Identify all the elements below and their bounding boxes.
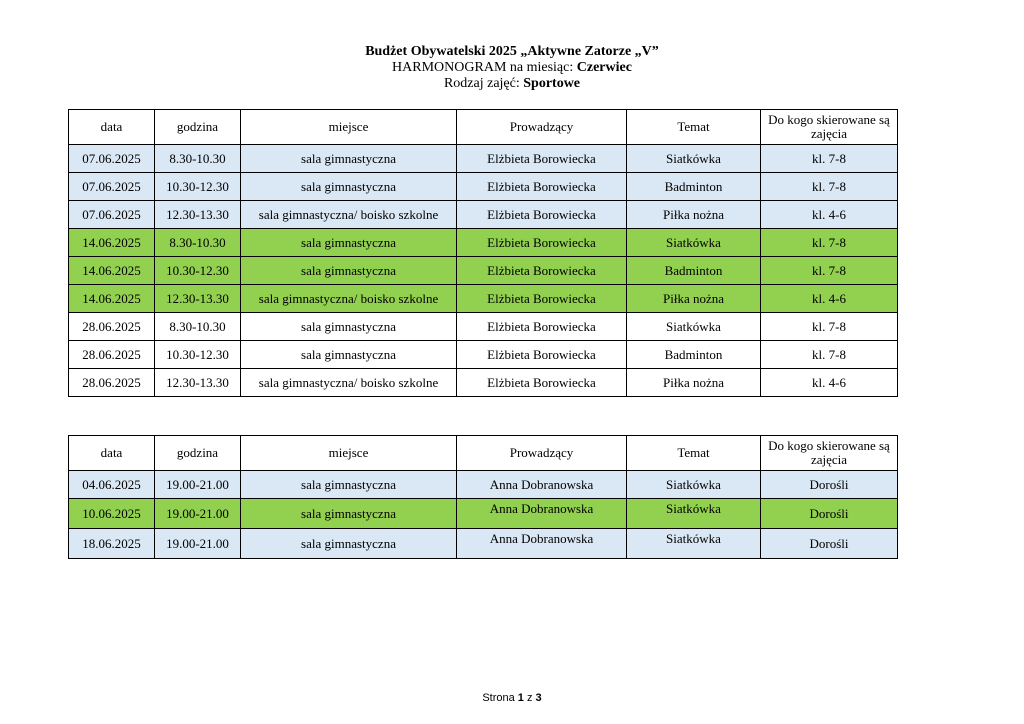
cell-do-kogo: kl. 4-6	[761, 369, 898, 397]
schedule-month-label: HARMONOGRAM na miesiąc:	[392, 60, 577, 75]
cell-prowadzacy: Elżbieta Borowiecka	[457, 341, 627, 369]
cell-godzina: 12.30-13.30	[155, 201, 241, 229]
activity-type-line	[0, 76, 1024, 92]
column-header-miejsce: miejsce	[241, 436, 457, 471]
activity-type-label: Rodzaj zajęć:	[443, 76, 524, 91]
cell-temat: Badminton	[627, 173, 761, 201]
cell-prowadzacy: Elżbieta Borowiecka	[457, 145, 627, 173]
activity-type-value: Sportowe	[523, 76, 581, 91]
footer-page-label: Strona	[482, 692, 518, 704]
column-header-do-kogo: Do kogo skierowane są zajęcia	[761, 436, 898, 471]
cell-do-kogo: Dorośli	[761, 471, 898, 499]
cell-prowadzacy: Elżbieta Borowiecka	[457, 285, 627, 313]
cell-miejsce: sala gimnastyczna	[241, 471, 457, 499]
column-header-do-kogo: Do kogo skierowane są zajęcia	[761, 110, 898, 145]
cell-miejsce: sala gimnastyczna/ boisko szkolne	[241, 285, 457, 313]
cell-data: 28.06.2025	[69, 313, 155, 341]
cell-godzina: 19.00-21.00	[155, 529, 241, 559]
table-row	[69, 499, 898, 529]
cell-do-kogo: kl. 7-8	[761, 145, 898, 173]
cell-miejsce: sala gimnastyczna	[241, 341, 457, 369]
cell-temat: Siatkówka	[627, 499, 761, 529]
table-row	[69, 313, 898, 341]
cell-prowadzacy: Anna Dobranowska	[457, 471, 627, 499]
cell-do-kogo: kl. 7-8	[761, 257, 898, 285]
cell-temat: Siatkówka	[627, 229, 761, 257]
cell-miejsce: sala gimnastyczna/ boisko szkolne	[241, 201, 457, 229]
cell-miejsce: sala gimnastyczna	[241, 529, 457, 559]
cell-godzina: 10.30-12.30	[155, 257, 241, 285]
cell-prowadzacy: Anna Dobranowska	[457, 499, 627, 529]
document-title: Budżet Obywatelski 2025 „Aktywne Zatorze „V”	[365, 44, 659, 59]
cell-data: 18.06.2025	[69, 529, 155, 559]
column-header-data: data	[69, 110, 155, 145]
cell-godzina: 8.30-10.30	[155, 313, 241, 341]
cell-temat: Badminton	[627, 257, 761, 285]
cell-do-kogo: kl. 7-8	[761, 173, 898, 201]
column-header-data: data	[69, 436, 155, 471]
column-header-prowadzacy: Prowadzący	[457, 110, 627, 145]
cell-do-kogo: kl. 4-6	[761, 285, 898, 313]
cell-do-kogo: kl. 7-8	[761, 341, 898, 369]
cell-data: 10.06.2025	[69, 499, 155, 529]
table-header-row	[69, 110, 898, 145]
footer-page-number: 1	[517, 692, 524, 704]
cell-godzina: 12.30-13.30	[155, 369, 241, 397]
table-row	[69, 229, 898, 257]
cell-do-kogo: kl. 4-6	[761, 201, 898, 229]
column-header-prowadzacy: Prowadzący	[457, 436, 627, 471]
cell-data: 14.06.2025	[69, 257, 155, 285]
cell-data: 07.06.2025	[69, 145, 155, 173]
cell-godzina: 8.30-10.30	[155, 145, 241, 173]
cell-miejsce: sala gimnastyczna	[241, 229, 457, 257]
cell-godzina: 19.00-21.00	[155, 499, 241, 529]
cell-prowadzacy: Anna Dobranowska	[457, 529, 627, 559]
cell-data: 14.06.2025	[69, 229, 155, 257]
cell-data: 07.06.2025	[69, 201, 155, 229]
cell-prowadzacy: Elżbieta Borowiecka	[457, 257, 627, 285]
cell-godzina: 19.00-21.00	[155, 471, 241, 499]
cell-temat: Badminton	[627, 341, 761, 369]
table-row	[69, 145, 898, 173]
cell-miejsce: sala gimnastyczna	[241, 145, 457, 173]
cell-data: 07.06.2025	[69, 173, 155, 201]
table-row	[69, 341, 898, 369]
cell-temat: Piłka nożna	[627, 285, 761, 313]
cell-godzina: 10.30-12.30	[155, 341, 241, 369]
cell-miejsce: sala gimnastyczna	[241, 313, 457, 341]
cell-data: 28.06.2025	[69, 341, 155, 369]
cell-temat: Piłka nożna	[627, 201, 761, 229]
column-header-miejsce: miejsce	[241, 110, 457, 145]
cell-miejsce: sala gimnastyczna	[241, 499, 457, 529]
footer-page-separator: z	[523, 692, 536, 704]
page-footer	[0, 692, 1024, 704]
cell-temat: Siatkówka	[627, 313, 761, 341]
table-row	[69, 201, 898, 229]
table-row	[69, 471, 898, 499]
table-row	[69, 257, 898, 285]
column-header-godzina: godzina	[155, 436, 241, 471]
cell-prowadzacy: Elżbieta Borowiecka	[457, 369, 627, 397]
cell-miejsce: sala gimnastyczna	[241, 173, 457, 201]
cell-prowadzacy: Elżbieta Borowiecka	[457, 201, 627, 229]
cell-data: 14.06.2025	[69, 285, 155, 313]
cell-do-kogo: Dorośli	[761, 499, 898, 529]
cell-temat: Piłka nożna	[627, 369, 761, 397]
schedule-table-adults	[68, 435, 898, 559]
table-row	[69, 285, 898, 313]
schedule-month-value: Czerwiec	[576, 60, 632, 75]
column-header-godzina: godzina	[155, 110, 241, 145]
cell-do-kogo: kl. 7-8	[761, 313, 898, 341]
schedule-month-line	[0, 60, 1024, 76]
cell-miejsce: sala gimnastyczna	[241, 257, 457, 285]
table-row	[69, 173, 898, 201]
table-header-row	[69, 436, 898, 471]
cell-prowadzacy: Elżbieta Borowiecka	[457, 173, 627, 201]
cell-godzina: 10.30-12.30	[155, 173, 241, 201]
cell-do-kogo: kl. 7-8	[761, 229, 898, 257]
cell-do-kogo: Dorośli	[761, 529, 898, 559]
cell-data: 04.06.2025	[69, 471, 155, 499]
table-row	[69, 529, 898, 559]
cell-temat: Siatkówka	[627, 145, 761, 173]
cell-prowadzacy: Elżbieta Borowiecka	[457, 229, 627, 257]
cell-godzina: 12.30-13.30	[155, 285, 241, 313]
cell-temat: Siatkówka	[627, 529, 761, 559]
cell-miejsce: sala gimnastyczna/ boisko szkolne	[241, 369, 457, 397]
schedule-table-children	[68, 109, 898, 397]
footer-page-total: 3	[535, 692, 542, 704]
cell-prowadzacy: Elżbieta Borowiecka	[457, 313, 627, 341]
cell-godzina: 8.30-10.30	[155, 229, 241, 257]
cell-data: 28.06.2025	[69, 369, 155, 397]
document-header	[0, 44, 1024, 92]
column-header-temat: Temat	[627, 436, 761, 471]
table-row	[69, 369, 898, 397]
cell-temat: Siatkówka	[627, 471, 761, 499]
column-header-temat: Temat	[627, 110, 761, 145]
